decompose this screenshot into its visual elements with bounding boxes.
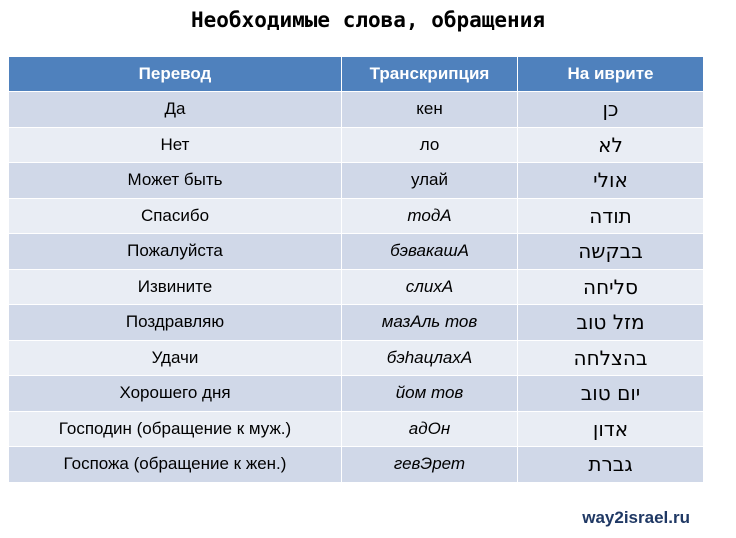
- table-row: [9, 234, 704, 270]
- transcription-cell: кен: [342, 92, 518, 128]
- transcription-cell: адОн: [342, 411, 518, 447]
- transcription-cell: бэhацлахА: [342, 340, 518, 376]
- hebrew-cell: כן: [518, 92, 704, 128]
- table-row: [9, 340, 704, 376]
- translation-cell: Пожалуйста: [9, 234, 342, 270]
- page-title: Необходимые слова, обращения: [190, 8, 545, 32]
- translation-cell: Спасибо: [9, 198, 342, 234]
- transcription-cell: тодА: [342, 198, 518, 234]
- site-watermark: way2israel.ru: [582, 508, 690, 527]
- table-row: [9, 269, 704, 305]
- header-translation: Перевод: [9, 57, 342, 92]
- translation-cell: Удачи: [9, 340, 342, 376]
- vocabulary-table: [8, 56, 704, 483]
- header-hebrew: На иврите: [518, 57, 704, 92]
- translation-cell: Нет: [9, 127, 342, 163]
- transcription-cell: слихА: [342, 269, 518, 305]
- translation-cell: Может быть: [9, 163, 342, 199]
- hebrew-cell: סליחה: [518, 269, 704, 305]
- hebrew-cell: בבקשה: [518, 234, 704, 270]
- hebrew-cell: מזל טוב: [518, 305, 704, 341]
- transcription-cell: ло: [342, 127, 518, 163]
- table-row: [9, 163, 704, 199]
- table-row: [9, 127, 704, 163]
- translation-cell: Да: [9, 92, 342, 128]
- hebrew-cell: יום טוב: [518, 376, 704, 412]
- table-row: [9, 447, 704, 483]
- table-row: [9, 376, 704, 412]
- table-row: [9, 92, 704, 128]
- transcription-cell: йом тов: [342, 376, 518, 412]
- transcription-cell: улай: [342, 163, 518, 199]
- transcription-cell: бэвакашА: [342, 234, 518, 270]
- hebrew-cell: תודה: [518, 198, 704, 234]
- translation-cell: Поздравляю: [9, 305, 342, 341]
- translation-cell: Хорошего дня: [9, 376, 342, 412]
- hebrew-cell: אדון: [518, 411, 704, 447]
- translation-cell: Госпожа (обращение к жен.): [9, 447, 342, 483]
- translation-cell: Извините: [9, 269, 342, 305]
- hebrew-cell: גברת: [518, 447, 704, 483]
- hebrew-cell: לא: [518, 127, 704, 163]
- header-transcription: Транскрипция: [342, 57, 518, 92]
- transcription-cell: мазАль тов: [342, 305, 518, 341]
- hebrew-cell: אולי: [518, 163, 704, 199]
- table-header-row: [9, 57, 704, 92]
- translation-cell: Господин (обращение к муж.): [9, 411, 342, 447]
- table-row: [9, 198, 704, 234]
- table-row: [9, 411, 704, 447]
- hebrew-cell: בהצלחה: [518, 340, 704, 376]
- table-row: [9, 305, 704, 341]
- transcription-cell: гевЭрет: [342, 447, 518, 483]
